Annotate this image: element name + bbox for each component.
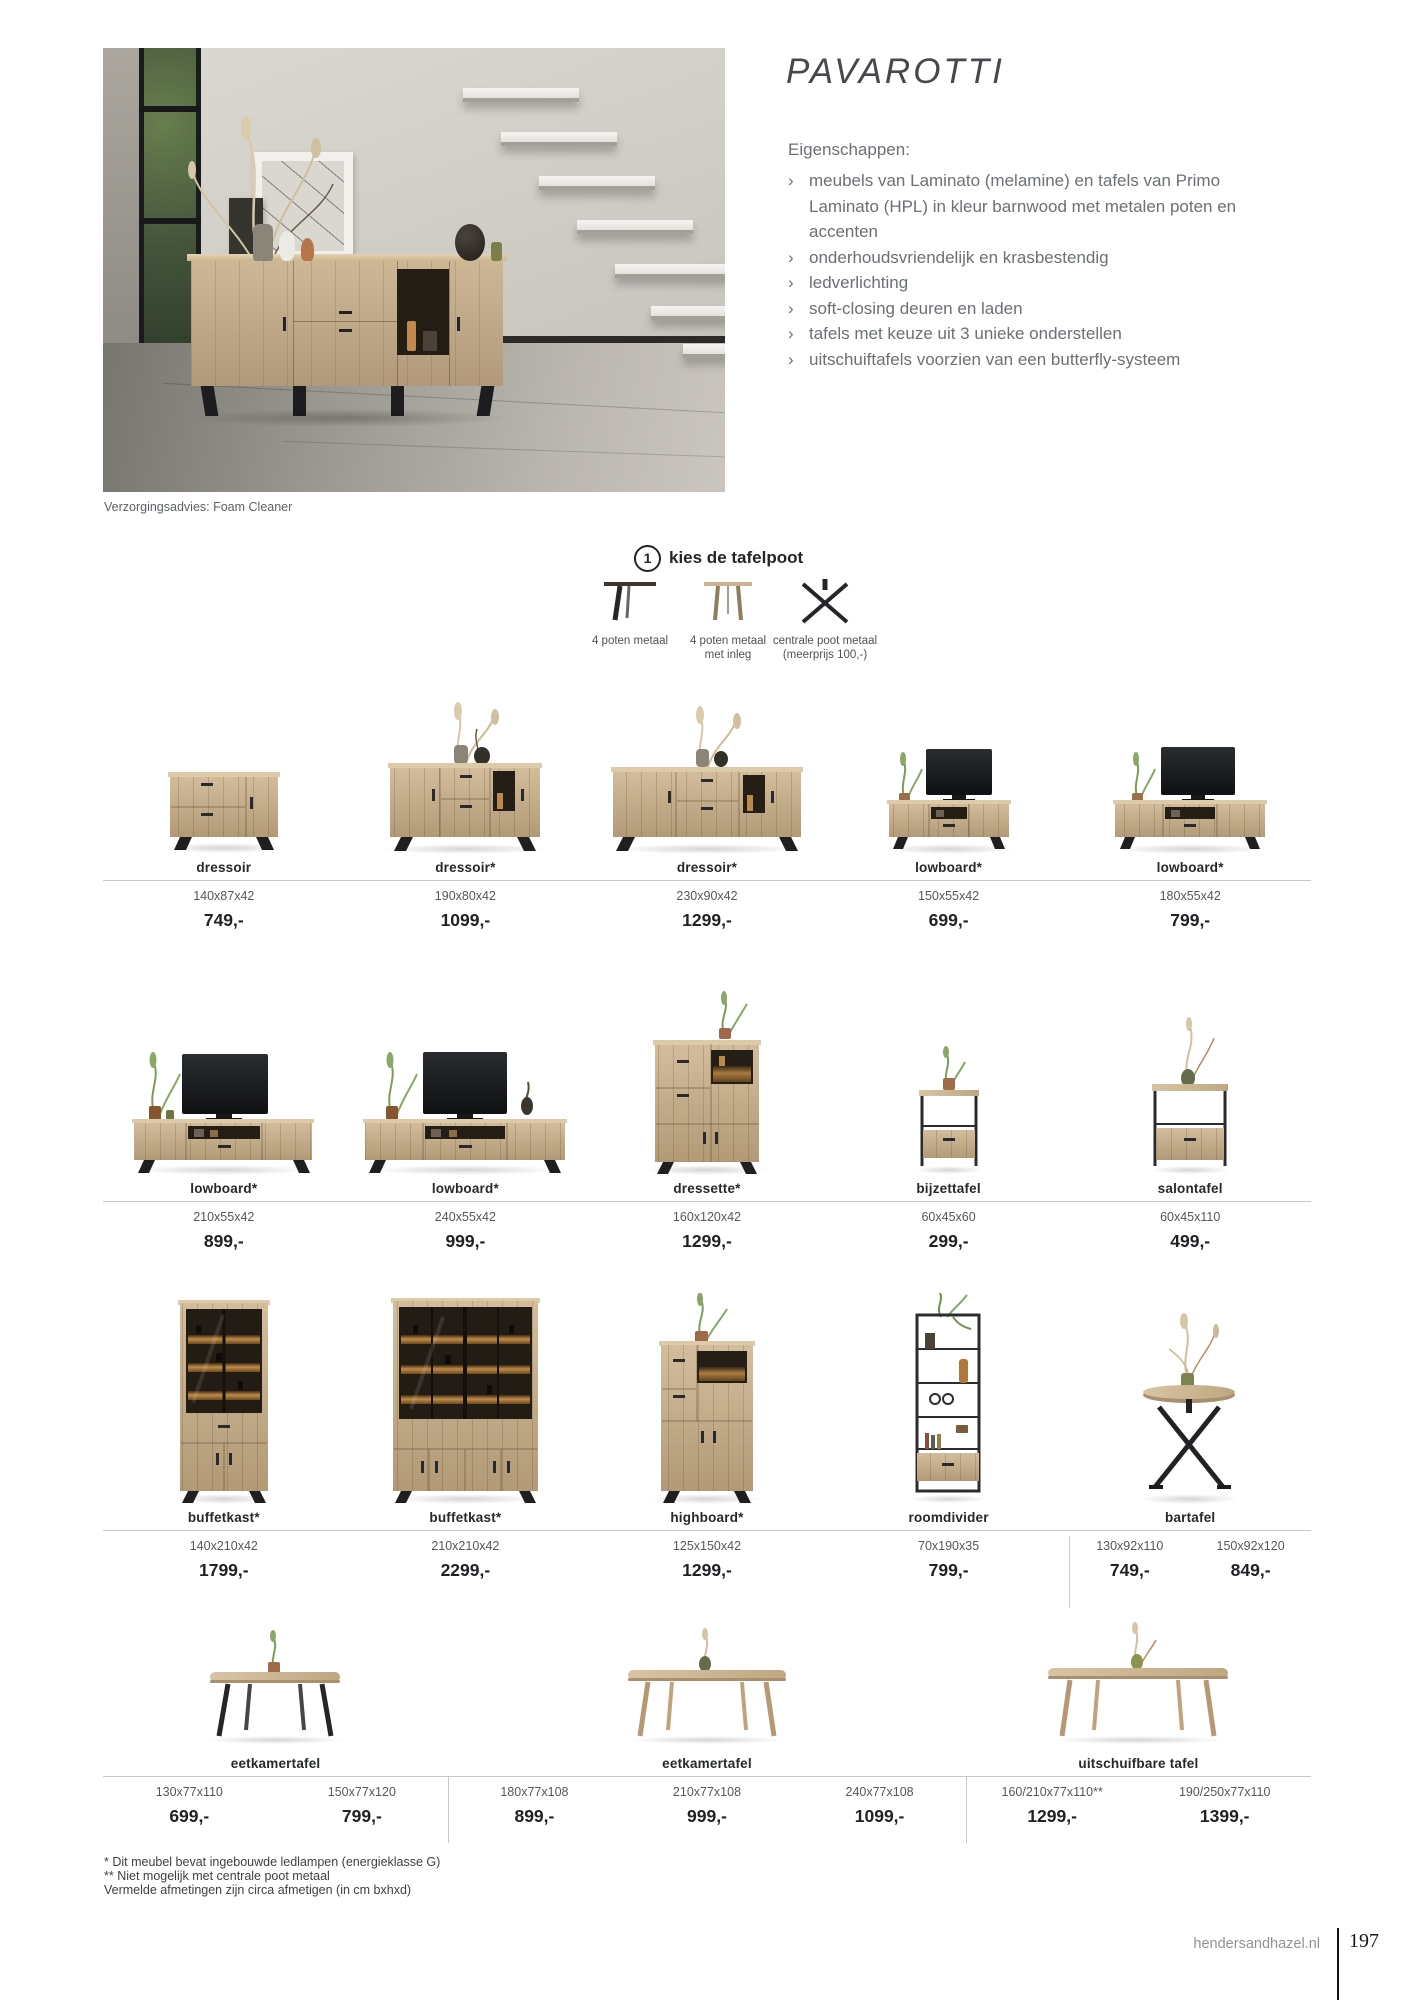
product-dimensions: 125x150x42 <box>672 1539 742 1553</box>
product-name: bijzettafel <box>916 1181 981 1196</box>
product-dimensions: 160x120x42 <box>672 1210 742 1224</box>
footnotes <box>104 1855 440 1897</box>
website-link[interactable]: hendersandhazel.nl <box>1193 1936 1320 1952</box>
product-name: dressette* <box>673 1181 741 1196</box>
feature-text: tafels met keuze uit 3 unieke onderstellen <box>809 324 1122 343</box>
leg-option-central: centrale poot metaal (meerprijs 100,-) <box>760 570 890 662</box>
product-card <box>103 697 345 875</box>
central-leg-icon <box>789 570 861 626</box>
column-divider <box>1069 1536 1070 1608</box>
stair-step <box>651 306 725 320</box>
lowboard-150-image <box>864 697 1034 855</box>
divider-line <box>103 880 1311 881</box>
product-dimensions: 140x87x42 <box>193 889 255 903</box>
leg-option-4-metal: 4 poten metaal <box>588 570 672 649</box>
product-name: dressoir <box>196 860 252 875</box>
product-card <box>1069 990 1311 1196</box>
chevron-bullet-icon: › <box>788 298 794 318</box>
product-name: uitschuifbare tafel <box>1078 1756 1199 1771</box>
buffetkast-210-image <box>383 1293 548 1505</box>
product-dimensions: 240x55x42 <box>434 1210 496 1224</box>
product-card <box>345 990 587 1196</box>
product-dimensions: 150x92x120 <box>1216 1539 1285 1553</box>
product-name: bartafel <box>1165 1510 1216 1525</box>
product-price: 899,- <box>514 1806 555 1826</box>
footnote-dimensions: Vermelde afmetingen zijn circa afmetigen (in cm bxhxd) <box>104 1883 412 1897</box>
dressoir-140-image <box>149 697 299 855</box>
chevron-bullet-icon: › <box>788 273 794 292</box>
dressoir-230-image <box>597 697 817 855</box>
product-dimensions: 210x210x42 <box>431 1539 500 1553</box>
product-dimensions: 150x77x120 <box>327 1785 396 1799</box>
product-name: lowboard* <box>431 1181 499 1196</box>
stone-wall <box>103 48 139 346</box>
product-price: 799,- <box>341 1806 382 1826</box>
product-name: dressoir* <box>435 860 496 875</box>
product-row-4 <box>103 1606 1311 1827</box>
product-card <box>345 697 587 875</box>
stair-step <box>539 176 655 190</box>
product-price: 1299,- <box>682 1231 732 1251</box>
product-name: salontafel <box>1157 1181 1223 1196</box>
column-divider <box>448 1777 449 1843</box>
stair-step <box>577 220 693 234</box>
olive-bottle <box>491 242 502 261</box>
four-metal-legs-inlay-icon <box>696 570 760 626</box>
product-dimensions: 240x77x108 <box>845 1785 914 1799</box>
product-price: 499,- <box>1170 1231 1211 1251</box>
product-card <box>1069 1293 1311 1525</box>
product-price: 749,- <box>1109 1560 1150 1580</box>
roomdivider-image <box>901 1293 996 1505</box>
product-card <box>103 1293 345 1525</box>
highboard-image <box>639 1293 774 1505</box>
product-name: buffetkast* <box>429 1510 502 1525</box>
bartafel-image <box>1123 1293 1258 1505</box>
leg-option-4-metal-inlay: 4 poten metaal met inleg <box>686 570 770 662</box>
feature-text: uitschuiftafels voorzien van een butterfly-systeem <box>809 349 1181 369</box>
divider-line <box>103 1530 1311 1531</box>
feature-text: ledverlichting <box>809 273 909 292</box>
product-dimensions: 60x45x110 <box>1160 1210 1221 1224</box>
product-dimensions: 210x55x42 <box>193 1210 255 1224</box>
product-price: 699,- <box>928 910 969 930</box>
stair-step <box>463 88 579 102</box>
footnote-central-leg: ** Niet mogelijk met centrale poot metaal <box>104 1869 330 1883</box>
divider-line <box>103 1201 1311 1202</box>
column-divider <box>966 1777 967 1843</box>
sideboard-open-compartment <box>397 269 449 355</box>
lowboard-180-image <box>1095 697 1285 855</box>
product-dimensions: 130x92x110 <box>1096 1539 1164 1553</box>
feature-text: soft-closing deuren en laden <box>809 298 1023 318</box>
feature-item <box>788 347 1238 373</box>
product-dimensions: 190x80x42 <box>434 889 496 903</box>
stair-step <box>501 132 617 146</box>
product-dimensions: 190/250x77x110 <box>1178 1785 1271 1799</box>
product-card <box>586 990 828 1196</box>
bijzettafel-image <box>907 990 991 1176</box>
product-price: 2299,- <box>440 1560 491 1580</box>
product-card <box>1069 697 1311 875</box>
product-card <box>828 1293 1070 1525</box>
stair-step <box>683 344 725 358</box>
feature-item <box>788 245 1238 271</box>
vase <box>253 224 273 261</box>
feature-item <box>788 321 1238 347</box>
feature-item <box>788 168 1238 245</box>
product-price: 899,- <box>203 1231 244 1251</box>
product-price: 1099,- <box>854 1806 905 1826</box>
stair-step <box>615 264 725 278</box>
product-card <box>586 697 828 875</box>
product-price: 1299,- <box>1027 1806 1077 1826</box>
hero-photo <box>103 48 725 492</box>
page-number: 197 <box>1349 1930 1379 1952</box>
eetkamertafel-180-240-image <box>448 1606 966 1746</box>
product-name: eetkamertafel <box>662 1756 752 1771</box>
features-list <box>788 168 1238 372</box>
product-dimensions: 150x55x42 <box>918 889 980 903</box>
product-price: 1099,- <box>440 910 491 930</box>
page-number-divider <box>1337 1928 1339 2000</box>
product-name: eetkamertafel <box>230 1756 321 1771</box>
product-card <box>586 1293 828 1525</box>
four-metal-legs-icon <box>598 570 662 626</box>
product-dimensions: 180x77x108 <box>500 1785 569 1799</box>
chevron-bullet-icon: › <box>788 247 794 267</box>
product-card <box>103 990 345 1196</box>
terracotta-vase <box>301 238 314 261</box>
product-dimensions: 140x210x42 <box>189 1539 258 1553</box>
product-price: 1299,- <box>682 910 732 930</box>
chevron-bullet-icon: › <box>788 171 794 190</box>
product-price: 299,- <box>928 1231 969 1251</box>
feature-text: onderhoudsvriendelijk en krasbestendig <box>809 247 1109 267</box>
product-name: dressoir* <box>676 860 738 875</box>
dried-branches <box>143 104 353 269</box>
product-dimensions: 210x77x108 <box>672 1785 742 1799</box>
product-name: lowboard* <box>1156 860 1224 875</box>
white-vase <box>279 231 295 261</box>
product-dimensions: 160/210x77x110** <box>1001 1785 1103 1799</box>
product-name: roomdivider <box>908 1510 989 1525</box>
page-title: PAVAROTTI <box>786 52 1005 91</box>
product-price: 1799,- <box>198 1560 249 1580</box>
step-number-badge: 1 <box>634 545 661 572</box>
features-heading: Eigenschappen: <box>788 140 910 159</box>
buffetkast-140-image <box>168 1293 280 1505</box>
feature-item <box>788 270 1238 296</box>
product-price: 799,- <box>928 1560 969 1580</box>
dressette-image <box>629 990 784 1176</box>
choose-table-leg-heading: kies de tafelpoot <box>669 548 804 567</box>
dressoir-190-image <box>365 697 565 855</box>
divider-line <box>103 1776 1311 1777</box>
product-name: lowboard* <box>915 860 983 875</box>
feature-text: meubels van Laminato (melamine) en tafels van Primo Laminato (HPL) in kleur barnwood met metalen poten en accenten <box>809 171 1237 241</box>
product-dimensions: 70x190x35 <box>918 1539 980 1553</box>
product-row-3 <box>103 1293 1311 1581</box>
uitschuifbare-tafel-image <box>966 1606 1311 1746</box>
product-price: 799,- <box>1170 910 1211 930</box>
chevron-bullet-icon: › <box>788 349 794 369</box>
lowboard-210-image <box>116 990 331 1176</box>
footnote-led: * Dit meubel bevat ingebouwde ledlampen (energieklasse G) <box>104 1855 441 1869</box>
product-price: 849,- <box>1230 1560 1271 1580</box>
product-card <box>828 990 1070 1196</box>
product-row-2 <box>103 990 1311 1252</box>
product-name: buffetkast* <box>187 1510 260 1525</box>
product-dimensions: 130x77x110 <box>155 1785 223 1799</box>
eetkamertafel-130-150-image <box>103 1606 448 1746</box>
care-advice-caption: Verzorgingsadvies: Foam Cleaner <box>104 500 293 514</box>
dark-round-vase <box>455 224 485 261</box>
product-price: 699,- <box>169 1806 210 1826</box>
product-name: lowboard* <box>190 1181 258 1196</box>
sideboard <box>191 261 503 386</box>
salontafel-image <box>1142 990 1238 1176</box>
product-card <box>828 697 1070 875</box>
product-name: highboard* <box>670 1510 744 1525</box>
product-price: 999,- <box>445 1231 486 1251</box>
product-dimensions: 180x55x42 <box>1159 889 1221 903</box>
feature-item <box>788 296 1238 322</box>
chevron-bullet-icon: › <box>788 324 794 343</box>
product-dimensions: 60x45x60 <box>921 1210 976 1224</box>
product-dimensions: 230x90x42 <box>676 889 738 903</box>
lowboard-240-image <box>351 990 579 1176</box>
product-price: 1299,- <box>682 1560 732 1580</box>
product-row-1 <box>103 697 1311 931</box>
product-card <box>345 1293 587 1525</box>
product-price: 749,- <box>203 910 244 930</box>
product-price: 999,- <box>687 1806 727 1826</box>
product-price: 1399,- <box>1199 1806 1250 1826</box>
